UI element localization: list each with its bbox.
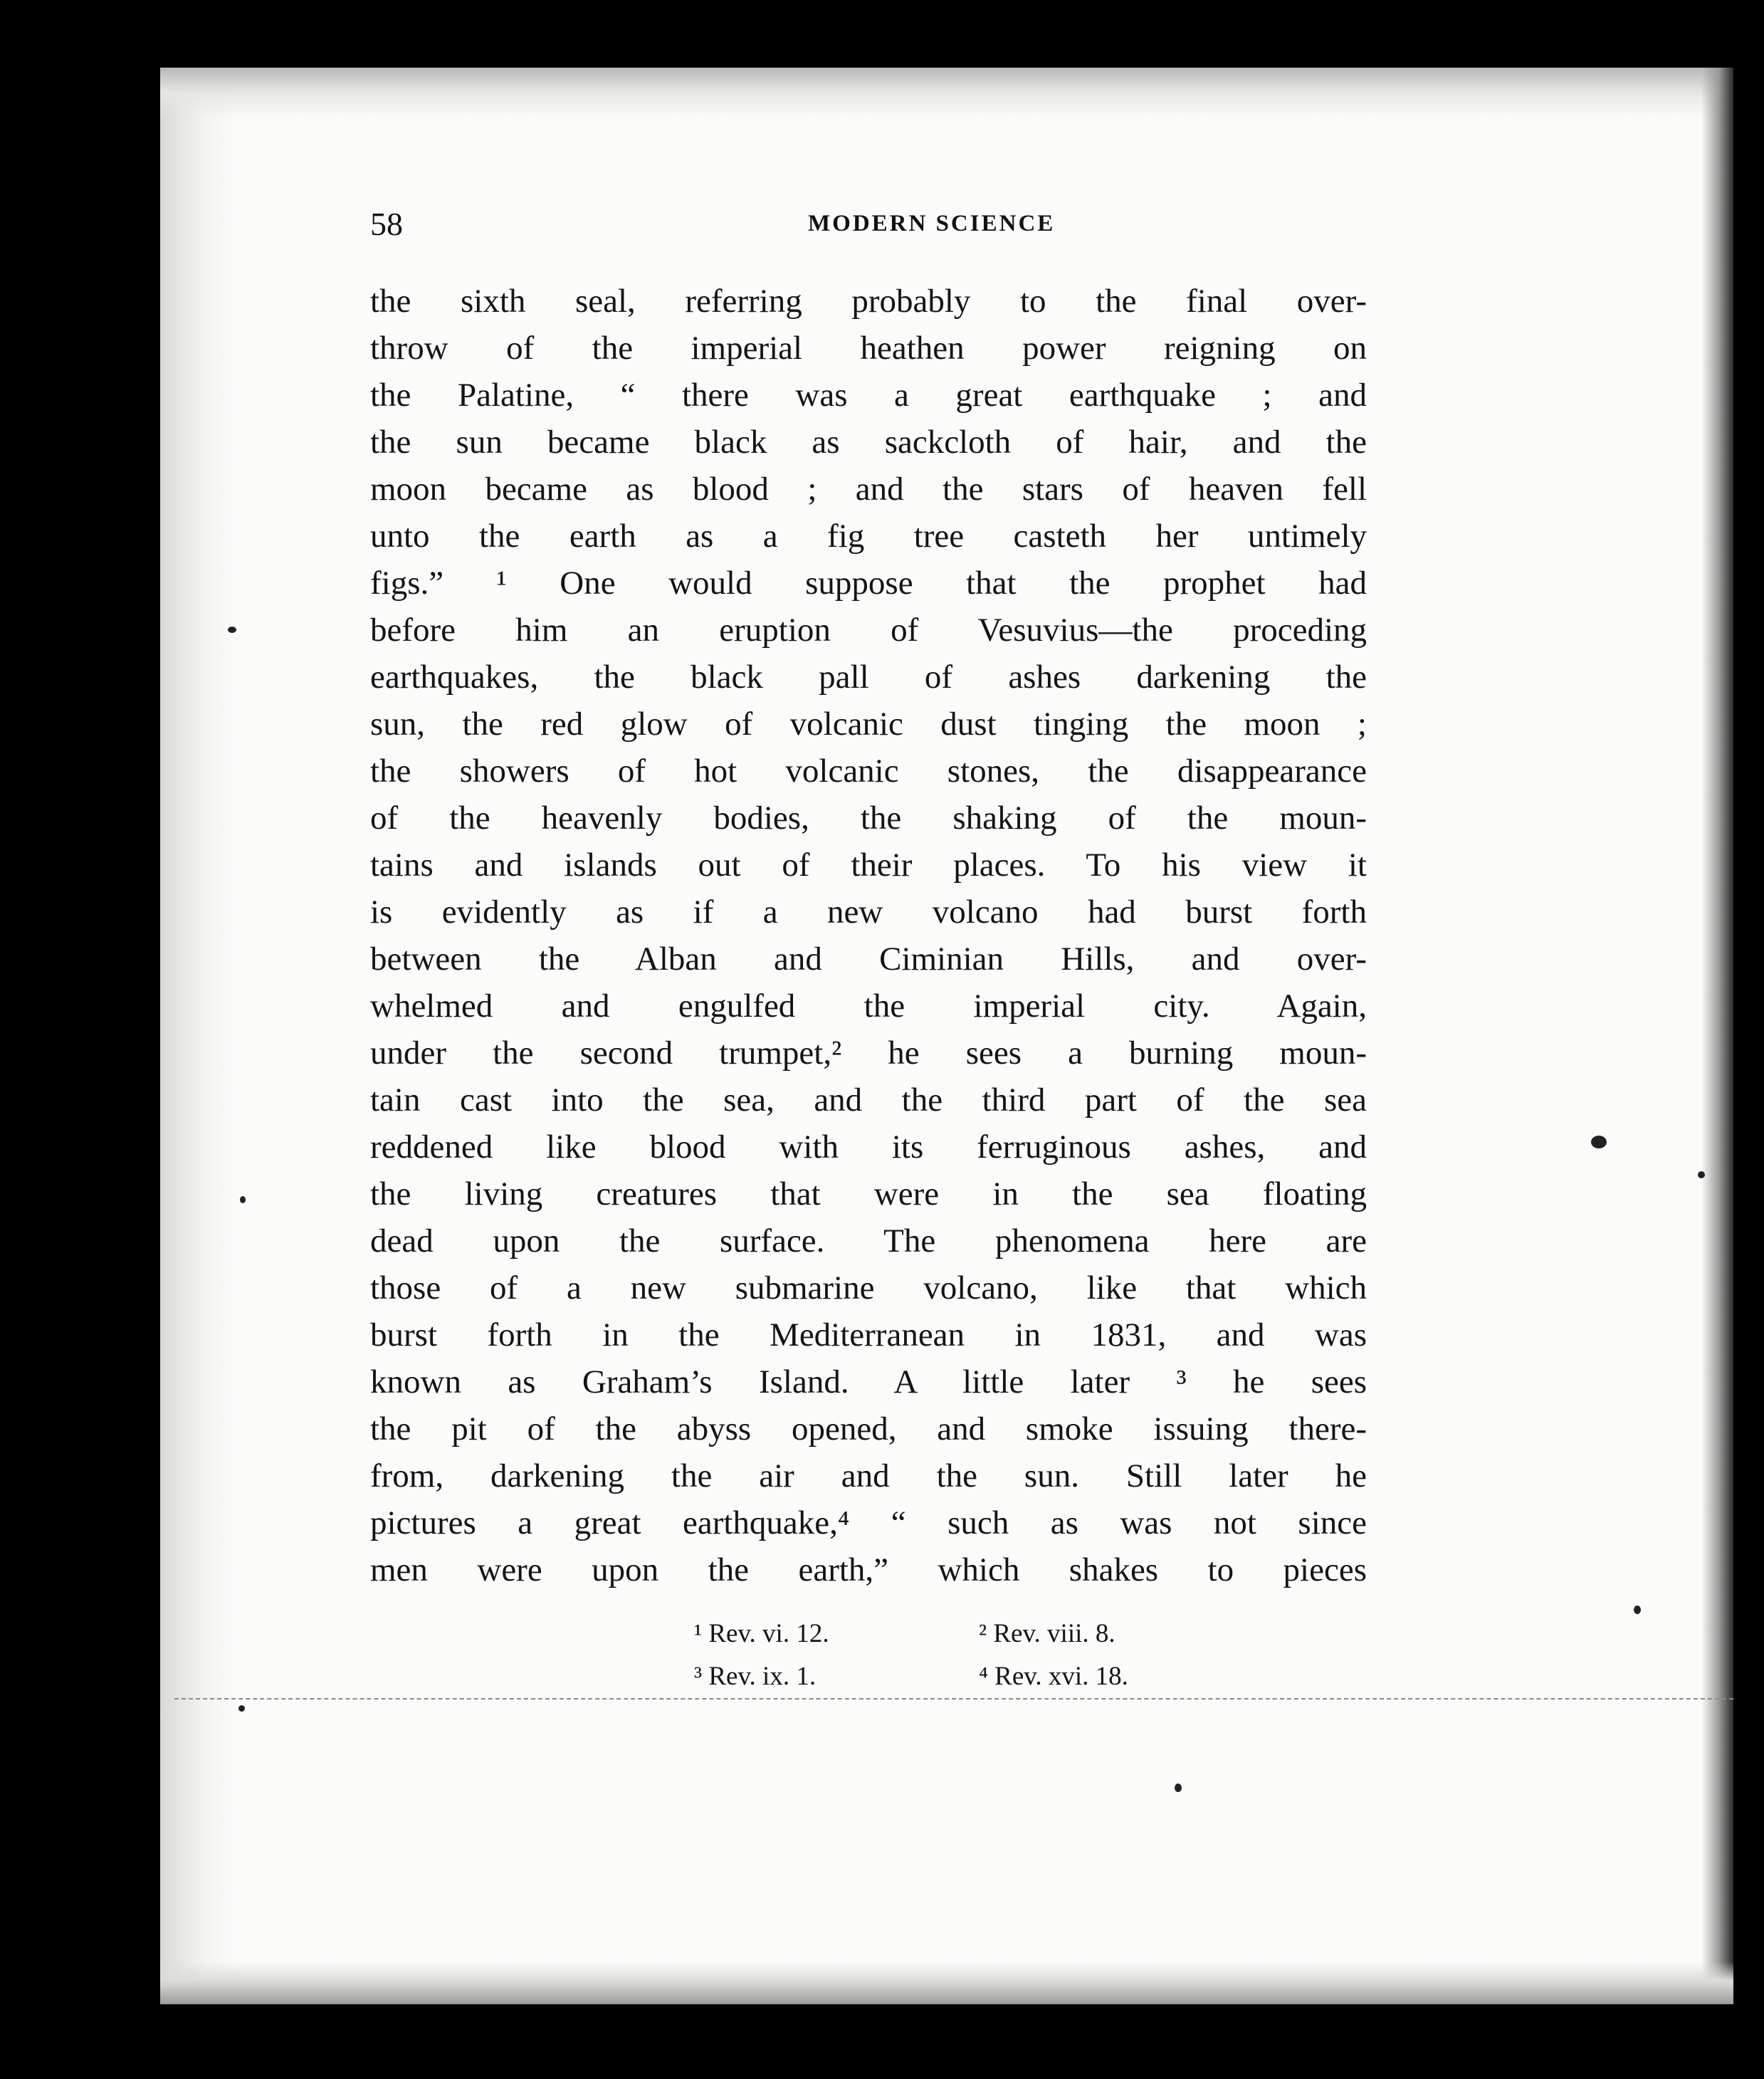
text-line: the living creatures that were in the sea floating xyxy=(370,1175,1367,1213)
text-line: figs.” ¹ One would suppose that the prophet had xyxy=(370,565,1367,602)
text-line: tains and islands out of their places. To his view it xyxy=(370,847,1367,884)
text-line: pictures a great earthquake,⁴ “ such as was not since xyxy=(370,1504,1367,1541)
text-line: the Palatine, “ there was a great earthquake ; and xyxy=(370,377,1367,414)
text-line: tain cast into the sea, and the third part of the sea xyxy=(370,1082,1367,1119)
page-bottom-shadow xyxy=(160,1962,1733,2004)
text-line: under the second trumpet,² he sees a burning moun- xyxy=(370,1035,1367,1072)
text-line: moon became as blood ; and the stars of heaven fell xyxy=(370,471,1367,508)
text-line: the sixth seal, referring probably to the final over- xyxy=(370,283,1367,320)
footnote: ² Rev. viii. 8. xyxy=(979,1619,1115,1648)
ink-speck xyxy=(240,1196,246,1203)
text-line: between the Alban and Ciminian Hills, and over- xyxy=(370,941,1367,978)
text-line: earthquakes, the black pall of ashes darkening the xyxy=(370,659,1367,696)
page-right-edge xyxy=(1701,68,1733,2004)
text-line: known as Graham’s Island. A little later ³ he sees xyxy=(370,1363,1367,1400)
footnotes xyxy=(694,1613,1235,1698)
text-line: whelmed and engulfed the imperial city. Again, xyxy=(370,988,1367,1025)
text-line: of the heavenly bodies, the shaking of the moun- xyxy=(370,800,1367,837)
body-text xyxy=(370,278,1367,1593)
ink-speck xyxy=(1591,1136,1607,1148)
ink-speck xyxy=(238,1705,245,1712)
text-line: the showers of hot volcanic stones, the disappearance xyxy=(370,753,1367,790)
footnote: ¹ Rev. vi. 12. xyxy=(694,1619,829,1648)
text-line: is evidently as if a new volcano had burst forth xyxy=(370,894,1367,931)
footnote: ³ Rev. ix. 1. xyxy=(694,1662,817,1691)
text-line: unto the earth as a fig tree casteth her untimely xyxy=(370,518,1367,555)
page-number: 58 xyxy=(370,206,403,242)
ink-speck xyxy=(1698,1171,1705,1178)
text-line: reddened like blood with its ferruginous ashes, and xyxy=(370,1128,1367,1166)
text-line: burst forth in the Mediterranean in 1831, and was xyxy=(370,1316,1367,1353)
ink-speck xyxy=(1634,1606,1641,1614)
fold-crease xyxy=(174,1698,1733,1700)
footnote: ⁴ Rev. xvi. 18. xyxy=(979,1662,1128,1691)
page-top-shadow xyxy=(160,68,1733,117)
ink-speck xyxy=(1175,1784,1182,1792)
text-line: men were upon the earth,” which shakes to pieces xyxy=(370,1551,1367,1588)
text-line: throw of the imperial heathen power reigning on xyxy=(370,330,1367,367)
text-line: dead upon the surface. The phenomena here are xyxy=(370,1222,1367,1260)
ink-speck xyxy=(228,627,236,633)
text-line: the pit of the abyss opened, and smoke issuing there- xyxy=(370,1410,1367,1447)
running-head: MODERN SCIENCE xyxy=(808,211,1056,236)
text-line: before him an eruption of Vesuvius—the proceding xyxy=(370,612,1367,649)
text-line: from, darkening the air and the sun. Still later he xyxy=(370,1457,1367,1494)
text-line: sun, the red glow of volcanic dust tinging the moon ; xyxy=(370,706,1367,743)
text-line: the sun became black as sackcloth of hair, and the xyxy=(370,424,1367,461)
text-line: those of a new submarine volcano, like that which xyxy=(370,1269,1367,1306)
